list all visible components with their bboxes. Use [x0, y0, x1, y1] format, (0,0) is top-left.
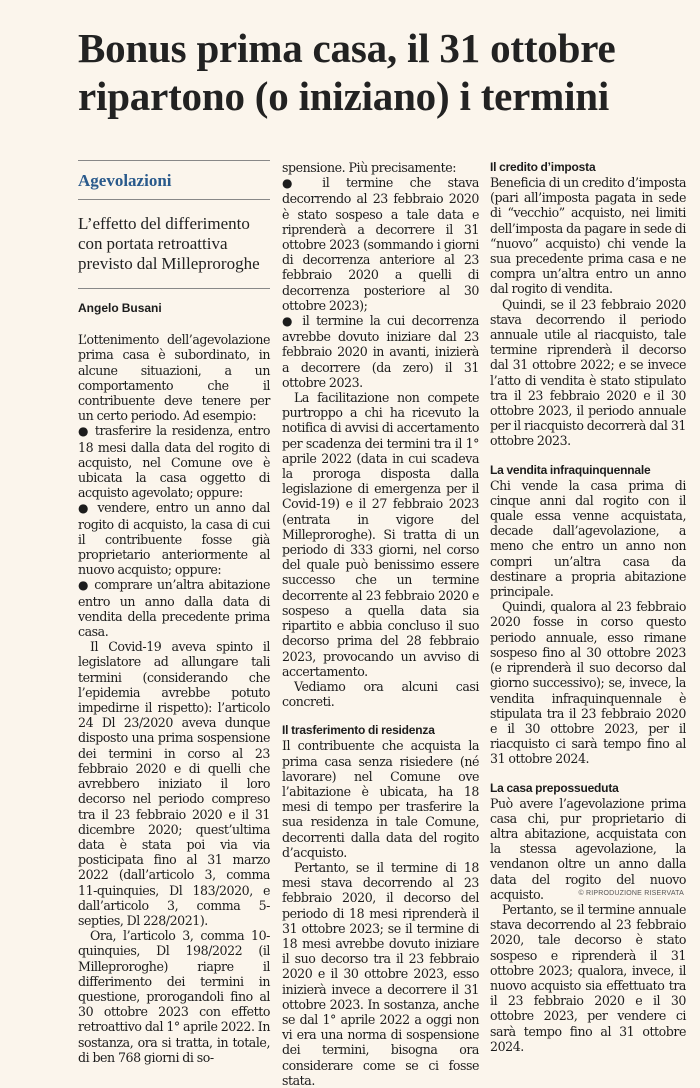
bullet-item: [282, 175, 479, 313]
subheading: Il trasferimento di residenza: [282, 723, 435, 738]
column-1: [78, 160, 270, 1065]
copyright-notice: © RIPRODUZIONE RISERVATA: [578, 890, 684, 897]
paragraph: L’ottenimento dell’agevolazione prima casa è subordinato, in alcune situazioni, a un comportamento che il contribuente deve tenere per un certo periodo. Ad esempio:: [78, 332, 270, 424]
paragraph: Può avere l’agevolazione prima casa chi, pur proprietario di altra abitazione, acquistata con la stessa agevolazione, la vendanon oltre un anno dalla data del rogito del nuovo acquisto.: [490, 795, 686, 902]
bullet-icon: ●: [78, 424, 90, 439]
bullet-text: il termine che stava decorrendo al 23 febbraio 2020 è stato sospeso a tale data e riprenderà a decorrere il 31 ottobre 2023 (sommando i giorni di decorrenza anteriore al 23 febbraio 2020 a quelli di decorrenza posteriore al 30 ottobre 2023);: [282, 175, 479, 313]
column-3: [490, 160, 686, 1054]
bullet-item: [78, 423, 270, 500]
paragraph: Chi vende la casa prima di cinque anni dal rogito con il quale essa venne acquistata, decade dall’agevolazione, a meno che entro un anno non compri un’altra casa da destinare a propria abitazione principale.: [490, 477, 686, 600]
paragraph: Vediamo ora alcuni casi concreti.: [282, 678, 479, 710]
column-2: [282, 160, 479, 1088]
paragraph: Pertanto, se il termine di 18 mesi stava decorrendo al 23 febbraio 2020, il decorso del periodo di 18 mesi riprenderà il 31 ottobre 2023; se il termine di 18 mesi avrebbe dovuto iniziare il suo decorso tra il 23 febbraio 2020 e il 30 ottobre 2023, esso inizierà invece a decorrere il 31 ottobre 2023. In sostanza, anche se dal 1° aprile 2022 a oggi non vi era una norma di sospensione dei termini, bisogna ora considerare come se ci fosse stata.: [282, 859, 479, 1088]
author-byline: Angelo Busani: [78, 301, 162, 315]
paragraph: Quindi, qualora al 23 febbraio 2020 fosse in corso questo periodo annuale, esso rimane sospeso fino al 30 ottobre 2023 (e riprenderà il suo decorso dal giorno successivo); se, invece, la vendita infraquinquennale è stipulata tra il 23 febbraio 2020 e il 30 ottobre 2023, per il riacquisto ci sarà tempo fino al 31 ottobre 2024.: [490, 599, 686, 767]
bullet-text: il termine la cui decorrenza avrebbe dovuto iniziare dal 23 febbraio 2020 in avanti, inizierà a decorrere (da zero) il 31 ottobre 2023.: [282, 313, 479, 390]
paragraph: spensione. Più precisamente:: [282, 160, 456, 175]
subheading: Il credito d’imposta: [490, 160, 596, 174]
divider: [78, 160, 270, 161]
bullet-item: [282, 313, 479, 390]
headline: Bonus prima casa, il 31 ottobre ripartono (o iniziano) i termini: [78, 25, 616, 119]
bullet-text: trasferire la residenza, entro 18 mesi dalla data del rogito di acquisto, nel Comune ove è ubicata la casa oggetto di acquisto agevolato; oppure:: [78, 423, 270, 501]
paragraph: Quindi, se il 23 febbraio 2020 stava decorrendo il periodo annuale utile al riacquisto, tale termine riprenderà il decorso dal 31 ottobre 2022; e se invece l’atto di vendita è stato stipulato tra il 23 febbraio 2020 e il 30 ottobre 2023, il periodo annuale per il riacquisto decorrerà dal 31 ottobre 2023.: [490, 296, 686, 449]
paragraph: Il Covid-19 aveva spinto il legislatore ad allungare tali termini (considerando che l’epidemia avrebbe potuto impedirne il rispetto): l’articolo 24 Dl 23/2020 aveva dunque disposto una prima sospensione dei termini in corso al 23 febbraio 2020 e di quelli che avrebbero iniziato il loro decorso nel periodo compreso tra il 23 febbraio 2020 e il 31 dicembre 2020; quest’ultima data è stata poi via via posticipata fino al 31 marzo 2022 (dall’articolo 3, comma 11-quinquies, Dl 183/2020, e dall’articolo 3, comma 5-septies, Dl 228/2021).: [78, 639, 270, 928]
bullet-item: [78, 500, 270, 577]
paragraph: Ora, l’articolo 3, comma 10-quinquies, Dl 198/2022 (il Milleproroghe) riapre il differimento dei termini in questione, prorogandoli fino al 30 ottobre 2023 con effetto retroattivo dal 1° aprile 2022. In sostanza, ora si tratta, in totale, di ben 768 giorni di so-: [78, 928, 270, 1065]
summary: L’effetto del differimento con portata retroattiva previsto dal Milleproroghe: [78, 214, 260, 273]
bullet-icon: ●: [78, 501, 92, 516]
divider: [78, 288, 270, 289]
bullet-text: vendere, entro un anno dal rogito di acquisto, la casa di cui il contribuente fosse già proprietario anteriormente al nuovo acquisto; oppure:: [78, 500, 270, 578]
bullet-item: [78, 577, 270, 639]
paragraph: Beneficia di un credito d’imposta (pari all’imposta pagata in sede di “vecchio” acquisto, nei limiti dell’imposta da pagare in sede di “nuovo” acquisto) chi vende la sua precedente prima casa e ne compra un’altra entro un anno dal rogito di vendita.: [490, 175, 686, 297]
subheading: La casa prepossueduta: [490, 780, 619, 795]
bullet-icon: ●: [78, 578, 90, 593]
section-label: Agevolazioni: [78, 171, 172, 190]
bullet-text: comprare un’altra abitazione entro un anno dalla data di vendita della precedente prima casa.: [78, 577, 270, 640]
paragraph: La facilitazione non compete purtroppo a chi ha ricevuto la notifica di avvisi di accertamento per scadenza dei termini tra il 1° aprile 2022 (data in cui scadeva la proroga disposta dalla legislazione di emergenza per il Covid-19) e il 27 febbraio 2023 (entrata in vigore del Milleproroghe). Si tratta di un periodo di 333 giorni, nel corso del quale può benissimo essere successo che un termine decorrente al 23 febbraio 2020 e sospeso a quella data sia ripartito e abbia concluso il suo decorso prima del 28 febbraio 2023, provocando un avviso di accertamento.: [282, 390, 479, 679]
bullet-icon: ●: [282, 176, 306, 191]
subheading: La vendita infraquinquennale: [490, 462, 651, 477]
paragraph: Il contribuente che acquista la prima casa senza risiedere (né lavorare) nel Comune ove l’abitazione è ubicata, ha 18 mesi di tempo per trasferire la sua residenza in tale Comune, decorrenti dalla data del rogito d’acquisto.: [282, 738, 479, 860]
bullet-icon: ●: [282, 314, 296, 329]
paragraph: Pertanto, se il termine annuale stava decorrendo al 23 febbraio 2020, tale decorso è stato sospeso e riprenderà il 31 ottobre 2023; qualora, invece, il nuovo acquisto sia effettuato tra il 23 febbraio 2020 e il 30 ottobre 2023, per vendere ci sarà tempo fino al 31 ottobre 2024.: [490, 901, 686, 1054]
divider: [78, 199, 270, 200]
